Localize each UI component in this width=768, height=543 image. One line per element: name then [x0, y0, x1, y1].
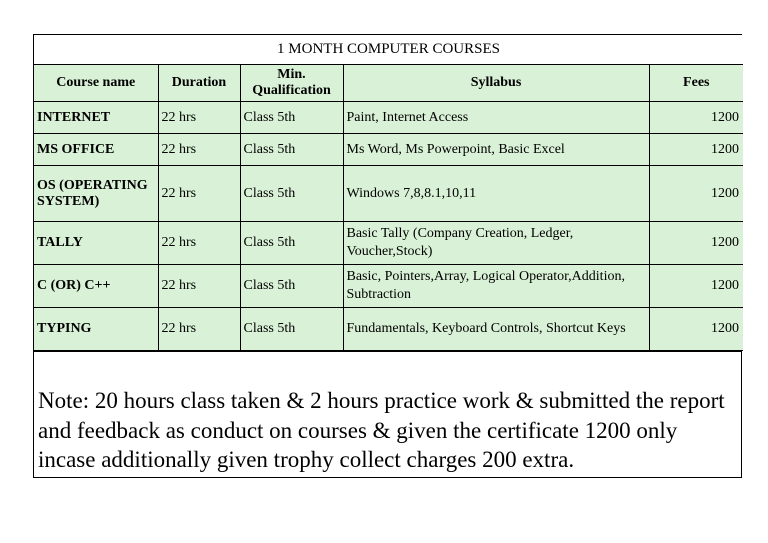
- course-name-cell: INTERNET: [34, 102, 158, 134]
- duration-cell: 22 hrs: [158, 166, 240, 222]
- fees-cell: 1200: [649, 265, 743, 308]
- header-duration: Duration: [158, 65, 240, 102]
- duration-cell: 22 hrs: [158, 308, 240, 351]
- syllabus-cell: Fundamentals, Keyboard Controls, Shortcut Keys: [343, 308, 649, 351]
- course-sheet: [33, 34, 742, 478]
- qualification-cell: Class 5th: [240, 222, 343, 265]
- duration-cell: 22 hrs: [158, 102, 240, 134]
- page-title: 1 MONTH COMPUTER COURSES: [34, 35, 743, 65]
- course-name-cell: MS OFFICE: [34, 134, 158, 166]
- title-row: [34, 35, 743, 65]
- course-name-cell: TALLY: [34, 222, 158, 265]
- header-syllabus: Syllabus: [343, 65, 649, 102]
- table-row: [34, 222, 743, 265]
- qualification-cell: Class 5th: [240, 308, 343, 351]
- note-paragraph: Note: 20 hours class taken & 2 hours practice work & submitted the report and feedback as conduct on courses & given the certificate 1200 only incase additionally given trophy collect charges 200 extra.: [34, 351, 741, 477]
- table-row: [34, 102, 743, 134]
- fees-cell: 1200: [649, 222, 743, 265]
- qualification-cell: Class 5th: [240, 102, 343, 134]
- syllabus-cell: Basic, Pointers,Array, Logical Operator,Addition, Subtraction: [343, 265, 649, 308]
- table-row: [34, 265, 743, 308]
- header-course-name: Course name: [34, 65, 158, 102]
- syllabus-cell: Windows 7,8,8.1,10,11: [343, 166, 649, 222]
- fees-cell: 1200: [649, 308, 743, 351]
- syllabus-cell: Ms Word, Ms Powerpoint, Basic Excel: [343, 134, 649, 166]
- syllabus-cell: Basic Tally (Company Creation, Ledger, Voucher,Stock): [343, 222, 649, 265]
- table-row: [34, 134, 743, 166]
- table-row: [34, 308, 743, 351]
- course-name-cell: C (OR) C++: [34, 265, 158, 308]
- fees-cell: 1200: [649, 102, 743, 134]
- header-row: [34, 65, 743, 102]
- syllabus-cell: Paint, Internet Access: [343, 102, 649, 134]
- qualification-cell: Class 5th: [240, 166, 343, 222]
- duration-cell: 22 hrs: [158, 134, 240, 166]
- header-min-qualification: Min. Qualification: [240, 65, 343, 102]
- fees-cell: 1200: [649, 166, 743, 222]
- qualification-cell: Class 5th: [240, 265, 343, 308]
- course-name-cell: TYPING: [34, 308, 158, 351]
- table-row: [34, 166, 743, 222]
- qualification-cell: Class 5th: [240, 134, 343, 166]
- duration-cell: 22 hrs: [158, 222, 240, 265]
- courses-table: [34, 35, 743, 351]
- duration-cell: 22 hrs: [158, 265, 240, 308]
- course-name-cell: OS (OPERATING SYSTEM): [34, 166, 158, 222]
- header-fees: Fees: [649, 65, 743, 102]
- fees-cell: 1200: [649, 134, 743, 166]
